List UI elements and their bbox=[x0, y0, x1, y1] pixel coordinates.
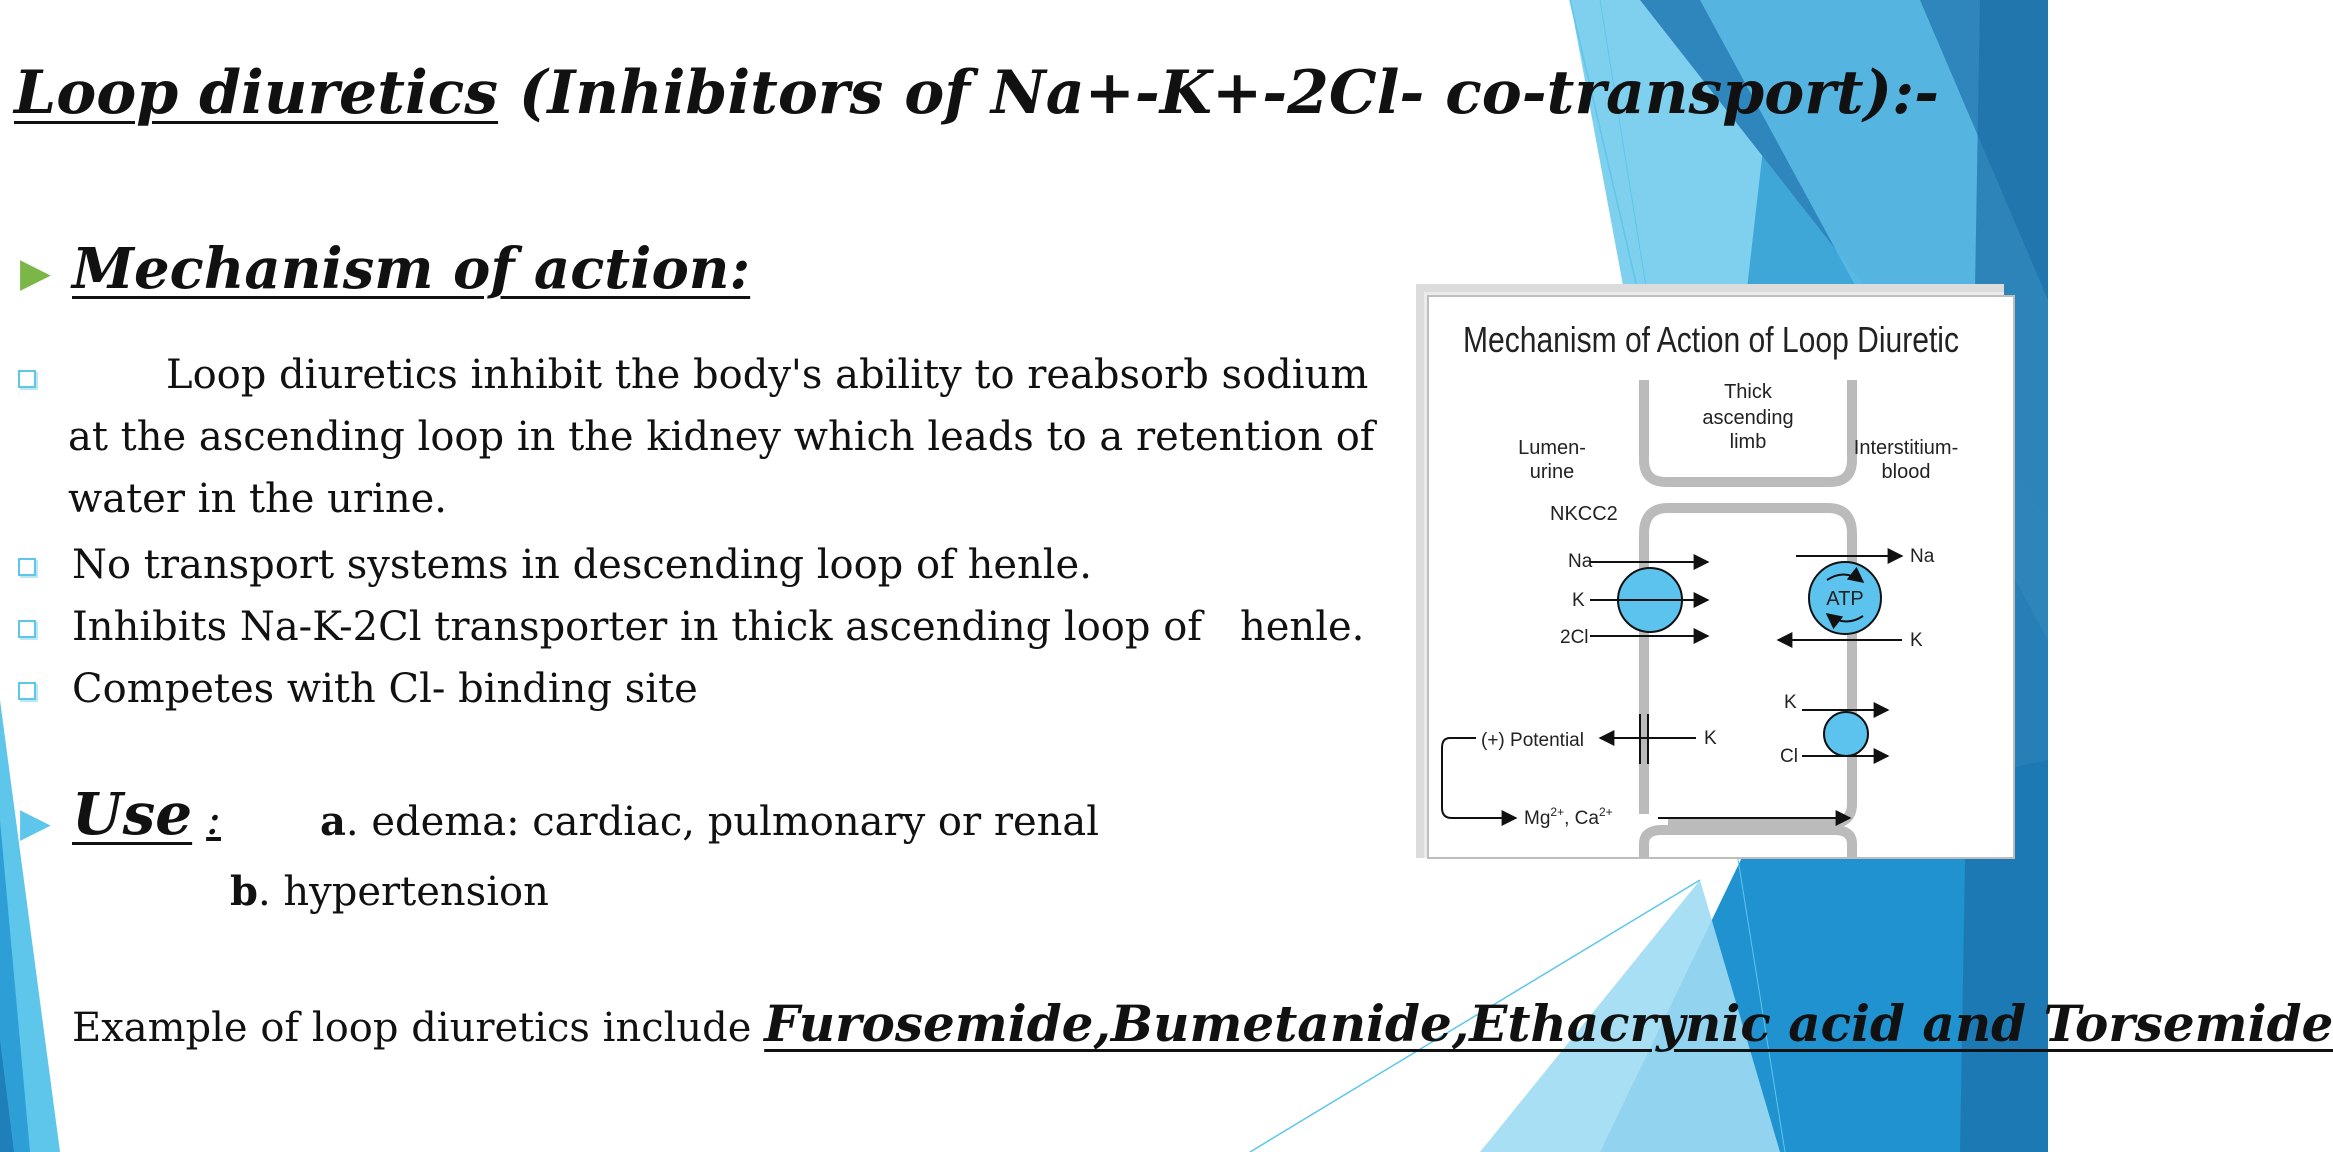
use-b-text: . hypertension bbox=[257, 869, 549, 915]
use-item-b bbox=[230, 868, 549, 915]
mechanism-arrow-icon: ▶ bbox=[20, 250, 51, 296]
slide-title bbox=[14, 58, 1939, 128]
use-item-a bbox=[320, 798, 1099, 845]
thick-limb-label-2: ascending bbox=[1702, 407, 1794, 429]
bullet4-text: Competes with Cl- binding site bbox=[72, 666, 698, 712]
lumen-label-1: Lumen- bbox=[1518, 437, 1586, 459]
checkbox-bullet-icon bbox=[18, 682, 36, 704]
cl-lower-label: Cl bbox=[1780, 746, 1798, 767]
use-a-text: . edema: cardiac, pulmonary or renal bbox=[345, 799, 1100, 845]
thick-limb-label-3: limb bbox=[1729, 431, 1767, 453]
example-drugs: Furosemide,Bumetanide,Ethacrynic acid and Torsemide bbox=[764, 994, 2333, 1053]
interstitium-label-2: blood bbox=[1881, 461, 1931, 483]
mg-ca-label: $Mg^{2+}$, $Ca^{2+}$ bbox=[1524, 805, 1613, 829]
atp-label: ATP bbox=[1826, 588, 1864, 610]
use-heading-text: Use bbox=[72, 780, 193, 848]
k-channel-label: K bbox=[1704, 728, 1717, 749]
k-lower-label: K bbox=[1784, 692, 1797, 713]
thick-limb-label-1: Thick bbox=[1724, 381, 1772, 403]
checkbox-bullet-icon bbox=[18, 370, 36, 392]
use-a-label: a bbox=[320, 798, 346, 845]
use-colon: : bbox=[206, 794, 221, 845]
bullet2-text: No transport systems in descending loop of henle. bbox=[72, 542, 1092, 588]
checkbox-bullet-icon bbox=[18, 558, 36, 580]
mg-label: Mg bbox=[1524, 808, 1551, 829]
use-heading bbox=[72, 780, 221, 848]
title-sub: (Inhibitors of Na+-K+-2Cl- co-transport):- bbox=[498, 58, 1940, 128]
mechanism-heading: Mechanism of action: bbox=[72, 236, 751, 302]
example-arrow-icon: ▶ bbox=[20, 1010, 45, 1048]
title-main: Loop diuretics bbox=[14, 58, 499, 128]
cl2-label: 2Cl bbox=[1560, 627, 1589, 648]
lumen-label-2: urine bbox=[1529, 461, 1575, 483]
bullet1-line1: Loop diuretics inhibit the body's ability to reabsorb sodium bbox=[166, 352, 1369, 398]
figure-title: Mechanism of Action of Loop Diuretic bbox=[1463, 319, 1959, 360]
na-left-label: Na bbox=[1568, 551, 1593, 572]
use-b-label: b bbox=[230, 868, 258, 915]
potential-label: (+) Potential bbox=[1481, 730, 1584, 751]
na-right-label: Na bbox=[1910, 546, 1935, 567]
example-line bbox=[72, 994, 2333, 1053]
interstitium-label-1: Interstitium- bbox=[1853, 437, 1959, 459]
ca-label: , Ca bbox=[1564, 808, 1599, 829]
k-left-label: K bbox=[1572, 590, 1585, 611]
example-prefix: Example of loop diuretics include bbox=[72, 1005, 765, 1051]
loop-diuretic-diagram bbox=[1416, 284, 2004, 858]
bullet3-text: Inhibits Na-K-2Cl transporter in thick ascending loop of bbox=[72, 604, 1203, 650]
checkbox-bullet-icon bbox=[18, 620, 36, 642]
use-arrow-icon: ▶ bbox=[20, 800, 51, 846]
bullet3-tail: henle. bbox=[1240, 604, 1365, 650]
k-right-label: K bbox=[1910, 630, 1923, 651]
bullet1-line3: water in the urine. bbox=[68, 476, 447, 522]
nkcc2-label: NKCC2 bbox=[1550, 503, 1618, 525]
bullet1-line2: at the ascending loop in the kidney which leads to a retention of bbox=[68, 414, 1375, 460]
